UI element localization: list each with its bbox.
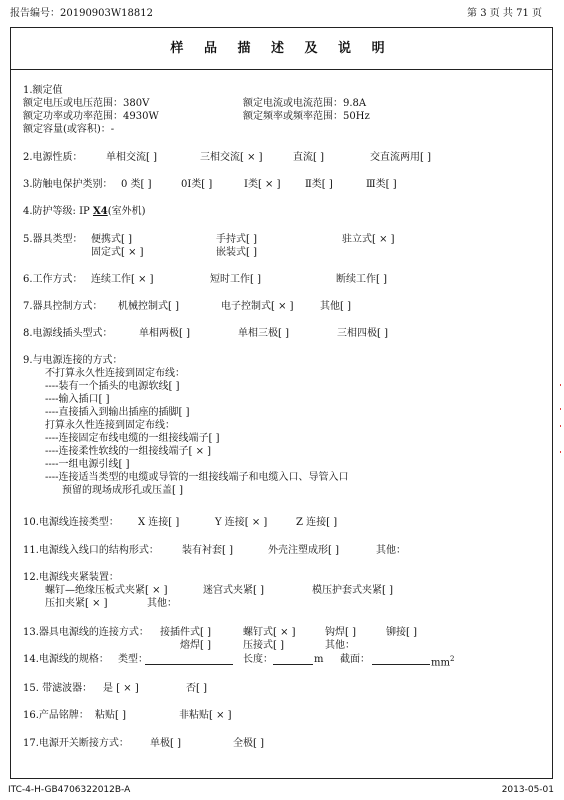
attachment-x: X 连接[ ] [138,517,180,528]
cord-inlet-molded: 外壳注塑成形[ ] [268,545,339,556]
nameplate-adhesive: 粘贴[ ] [95,710,126,721]
shock-class-0i: 0Ⅰ类[ ] [181,179,213,190]
rating-heading: 1.额定值 [23,85,63,96]
anchorage-other: 其他： [147,598,177,609]
shock-class-iii: Ⅲ类[ ] [366,179,397,190]
connection-permanent: 打算永久性连接到固定布线： [45,420,175,431]
type-stationary: 驻立式[ × ] [342,234,395,245]
margin-mark [560,425,561,427]
type-built-in: 嵌装式[ ] [216,247,257,258]
power-type-three-ac: 三相交流[ × ] [200,152,263,163]
table-title: 样 品 描 述 及 说 明 [11,28,552,70]
plug-three-four-pole: 三相四极[ ] [337,328,388,339]
cord-spec-section-label: 截面： [340,654,370,665]
control-mechanical: 机械控制式[ ] [118,301,179,312]
connection-supply-leads: ----一组电源引线[ ] [45,459,130,470]
operation-intermittent: 断续工作[ ] [336,274,387,285]
switch-single-pole: 单极[ ] [150,738,181,749]
anchorage-press-clip: 压扣夹紧[ × ] [45,598,108,609]
internal-screw: 螺钉式[ × ] [243,627,296,638]
form-date: 2013-05-01 [501,785,554,795]
anchorage-screw-clamp: 螺钉—绝缘压板式夹紧[ × ] [45,585,168,596]
cord-section-field [372,664,430,665]
cord-spec-length-label: 长度： [243,654,273,665]
cord-type-field [145,664,233,665]
plug-single-two-pole: 单相两极[ ] [139,328,190,339]
switch-all-pole: 全极[ ] [233,738,264,749]
anchorage-molded-sheath: 模压护套式夹紧[ ] [312,585,393,596]
ip-rating [23,205,146,218]
rated-frequency: 额定频率或频率范围：50Hz [243,111,370,122]
operation-label: 6.工作方式： [23,274,83,285]
operation-short-time: 短时工作[ ] [210,274,261,285]
filter-label: 15. 带滤波器： [23,683,93,694]
rated-current: 额定电流或电流范围：9.8A [243,98,367,109]
connection-inlet: ----输入插口[ ] [45,394,110,405]
internal-welding: 熔焊[ ] [180,640,211,651]
operation-continuous: 连续工作[ × ] [91,274,154,285]
shock-class-ii: Ⅱ类[ ] [305,179,333,190]
anchorage-labyrinth: 迷宫式夹紧[ ] [203,585,264,596]
control-label: 7.器具控制方式： [23,301,103,312]
shock-class-label: 3.防触电保护类别： [23,179,113,190]
power-type-dc: 直流[ ] [293,152,324,163]
plug-type-label: 8.电源线插头型式： [23,328,113,339]
switch-label: 17.电源开关断接方式： [23,738,129,749]
internal-connection-label: 13.器具电源线的连接方式： [23,627,149,638]
internal-other: 其他： [325,640,355,651]
connection-plug-pins: ----直接插入到输出插座的插脚[ ] [45,407,190,418]
rated-capacity: 额定容量(或容积)：- [23,124,115,135]
attachment-y: Y 连接[ × ] [215,517,268,528]
report-number: 报告编号：20190903W18812 [10,8,153,19]
cord-inlet-bushing: 装有衬套[ ] [182,545,233,556]
cord-section-unit [431,653,454,669]
rated-power: 额定功率或功率范围：4930W [23,111,159,122]
connection-plug-cord: ----装有一个插头的电源软线[ ] [45,381,180,392]
type-handheld: 手持式[ ] [216,234,257,245]
ip-note: (室外机) [107,206,146,217]
cord-section-unit-exponent: 2 [449,655,455,663]
connection-fixed-wiring-terminals: ----连接固定布线电缆的一组接线端子[ ] [45,433,220,444]
nameplate-non-adhesive: 非粘贴[ × ] [179,710,232,721]
connection-cable-conduit: ----连接适当类型的电缆或导管的一组接线端子和电缆入口、导管入口 [45,472,349,483]
margin-mark [560,451,561,453]
form-code: ITC-4-H-GB4706322012B-A [8,785,131,795]
shock-class-i: Ⅰ类[ × ] [244,179,281,190]
internal-crimp: 压接式[ ] [243,640,284,651]
filter-yes: 是 [ × ] [103,683,139,694]
power-type-single-ac: 单相交流[ ] [106,152,157,163]
ip-label: 4.防护等级: IP [23,206,90,217]
power-type-dual: 交直流两用[ ] [370,152,431,163]
rated-voltage: 额定电压或电压范围：380V [23,98,150,109]
page-indicator: 第 3 页 共 71 页 [467,8,542,19]
cord-section-unit-text: mm [431,657,450,669]
power-type-label: 2.电源性质： [23,152,83,163]
cord-length-field [273,664,313,665]
margin-mark [560,384,561,386]
margin-mark [560,408,561,410]
cord-length-unit: m [314,654,324,665]
internal-connector: 接插件式[ ] [160,627,211,638]
attachment-z: Z 连接[ ] [296,517,338,528]
nameplate-label: 16.产品铭牌： [23,710,89,721]
control-electronic: 电子控制式[ × ] [221,301,294,312]
connection-knockouts: 预留的现场成形孔或压盖[ ] [62,485,183,496]
shock-class-0: 0 类[ ] [121,179,152,190]
connection-not-permanent: 不打算永久性连接到固定布线： [45,368,185,379]
internal-rivet: 铆接[ ] [386,627,417,638]
cord-inlet-label: 11.电源线入线口的结构形式： [23,545,159,556]
type-fixed: 固定式[ × ] [91,247,144,258]
filter-no: 否[ ] [186,683,207,694]
ip-code: X4 [92,206,108,217]
cord-anchorage-label: 12.电源线夹紧装置： [23,572,119,583]
connection-flexible-cord-terminals: ----连接柔性软线的一组接线端子[ × ] [45,446,212,457]
cord-spec-label: 14.电源线的规格： [23,654,109,665]
cord-spec-type-label: 类型： [118,654,148,665]
connection-method-label: 9.与电源连接的方式： [23,355,123,366]
cord-inlet-other: 其他： [376,545,406,556]
attachment-type-label: 10.电源线连接类型： [23,517,119,528]
control-other: 其他[ ] [320,301,351,312]
appliance-type-label: 5.器具类型： [23,234,83,245]
plug-single-three-pole: 单相三极[ ] [238,328,289,339]
type-portable: 便携式[ ] [91,234,132,245]
internal-hook-solder: 钩焊[ ] [325,627,356,638]
